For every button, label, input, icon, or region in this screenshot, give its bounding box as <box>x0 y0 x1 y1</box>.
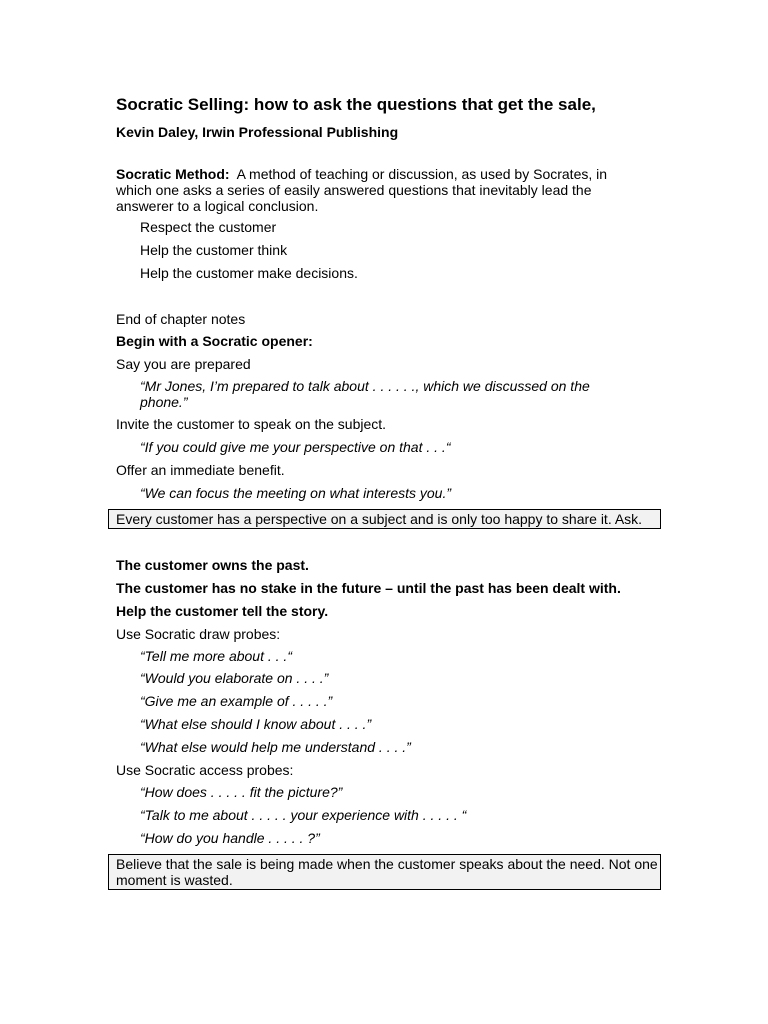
draw-probes-label: Use Socratic draw probes: <box>116 626 281 642</box>
callout-box: Believe that the sale is being made when the customer speaks about the need. Not one moment is wasted. <box>108 854 661 890</box>
opener-example: “If you could give me your perspective on that . . .“ <box>140 439 451 455</box>
principle-item: Help the customer think <box>140 242 288 258</box>
opener-heading: Begin with a Socratic opener: <box>116 333 313 349</box>
opener-example: “We can focus the meeting on what interests you.” <box>140 485 452 501</box>
access-probe-item: “How do you handle . . . . . ?” <box>140 830 320 846</box>
callout-box: Every customer has a perspective on a subject and is only too happy to share it. Ask. <box>108 509 661 529</box>
opener-step-label: Say you are prepared <box>116 356 251 372</box>
draw-probe-item: “What else would help me understand . . . .” <box>140 739 411 755</box>
definition-term: Socratic Method: <box>116 166 230 182</box>
access-probes-label: Use Socratic access probes: <box>116 762 294 778</box>
principle-item: Help the customer make decisions. <box>140 265 358 281</box>
principle-bold: Help the customer tell the story. <box>116 603 329 619</box>
definition-paragraph <box>116 166 636 214</box>
access-probe-item: “How does . . . . . fit the picture?” <box>140 784 343 800</box>
principle-item: Respect the customer <box>140 219 277 235</box>
draw-probe-item: “Give me an example of . . . . .” <box>140 693 333 709</box>
draw-probe-item: “Would you elaborate on . . . .” <box>140 670 329 686</box>
principle-bold: The customer has no stake in the future – until the past has been dealt with. <box>116 580 621 596</box>
definition-text: A method of teaching or discussion, as used by Socrates, in which one asks a series of easily answered questions that inevitably lead the answerer to a logical conclusion. <box>116 166 608 214</box>
draw-probe-item: “What else should I know about . . . .” <box>140 716 372 732</box>
opener-example: “Mr Jones, I’m prepared to talk about . . . . . ., which we discussed on the phone.” <box>140 378 590 410</box>
notes-label: End of chapter notes <box>116 311 246 327</box>
author-line: Kevin Daley, Irwin Professional Publishing <box>116 124 399 140</box>
access-probe-item: “Talk to me about . . . . . your experience with . . . . . “ <box>140 807 467 823</box>
opener-step-label: Offer an immediate benefit. <box>116 462 285 478</box>
document-title: Socratic Selling: how to ask the questions that get the sale, <box>116 95 596 114</box>
principle-bold: The customer owns the past. <box>116 557 309 573</box>
draw-probe-item: “Tell me more about . . .“ <box>140 648 292 664</box>
opener-step-label: Invite the customer to speak on the subject. <box>116 416 387 432</box>
